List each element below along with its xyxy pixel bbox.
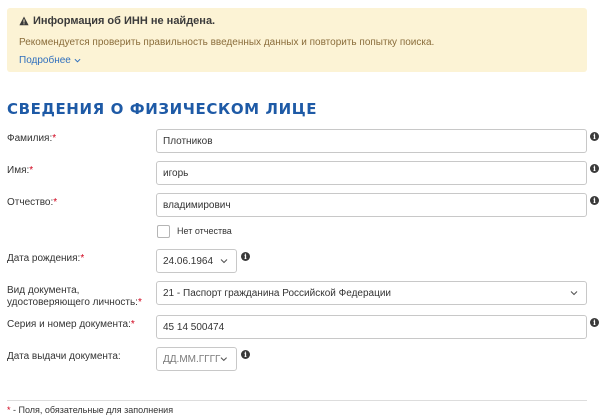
patronymic-value: владимирович: [163, 199, 231, 211]
patronymic-label-text: Отчество:: [7, 197, 54, 208]
issue-date-placeholder: ДД.ММ.ГГГГ: [163, 353, 221, 365]
name-info-icon[interactable]: i: [590, 164, 599, 173]
required-marker: *: [29, 165, 34, 176]
warning-icon: [19, 16, 29, 26]
doc-number-value: 45 14 500474: [163, 321, 225, 333]
birth-date-picker[interactable]: [156, 249, 237, 273]
required-marker: *: [137, 297, 142, 308]
birth-date-label: [7, 253, 84, 265]
more-details-label: Подробнее: [19, 55, 71, 66]
surname-value: Плотников: [163, 135, 213, 147]
doc-type-value: 21 - Паспорт гражданина Российской Федерации: [163, 287, 392, 299]
chevron-down-icon: [220, 257, 228, 265]
birth-date-label-text: Дата рождения:: [7, 253, 81, 264]
doc-number-label-text: Серия и номер документа:: [7, 319, 131, 330]
doc-type-label-line2: удостоверяющего личность:: [7, 297, 138, 308]
birth-date-value: 24.06.1964: [163, 255, 214, 267]
issue-date-info-icon[interactable]: i: [241, 350, 250, 359]
divider: [7, 400, 587, 401]
issue-date-label: [7, 351, 121, 363]
doc-number-field[interactable]: [156, 315, 587, 339]
surname-label: [7, 133, 56, 145]
birth-date-info-icon[interactable]: i: [241, 252, 250, 261]
no-patronymic-checkbox[interactable]: [157, 225, 170, 238]
patronymic-label: [7, 197, 57, 209]
section-title: СВЕДЕНИЯ О ФИЗИЧЕСКОМ ЛИЦЕ: [7, 100, 318, 118]
doc-type-select[interactable]: [156, 281, 587, 305]
surname-info-icon[interactable]: i: [590, 132, 599, 141]
alert-message: Рекомендуется проверить правильность введенных данных и повторить попытку поиска.: [19, 37, 435, 48]
patronymic-field[interactable]: [156, 193, 587, 217]
chevron-down-icon: [220, 355, 228, 363]
doc-type-label-line1: Вид документа,: [7, 285, 80, 296]
required-marker: *: [7, 405, 11, 415]
name-label-text: Имя:: [7, 165, 30, 176]
required-marker: *: [52, 133, 57, 144]
name-value: игорь: [163, 167, 189, 179]
doc-number-info-icon[interactable]: i: [590, 318, 599, 327]
doc-type-label: [7, 285, 142, 309]
required-fields-note-text: - Поля, обязательные для заполнения: [10, 405, 174, 415]
name-field[interactable]: [156, 161, 587, 185]
required-marker: *: [53, 197, 58, 208]
required-fields-note: [7, 405, 173, 415]
surname-label-text: Фамилия:: [7, 133, 53, 144]
more-details-link[interactable]: [19, 55, 81, 66]
alert-title-text: Информация об ИНН не найдена.: [33, 15, 216, 27]
alert-title: [19, 15, 215, 27]
required-marker: *: [80, 253, 85, 264]
surname-field[interactable]: [156, 129, 587, 153]
issue-date-picker[interactable]: [156, 347, 237, 371]
no-patronymic-label[interactable]: Нет отчества: [177, 226, 232, 236]
chevron-down-icon: [74, 57, 81, 64]
name-label: [7, 165, 33, 177]
doc-number-label: [7, 319, 135, 331]
required-marker: *: [130, 319, 135, 330]
issue-date-label-text: Дата выдачи документа:: [7, 351, 121, 362]
patronymic-info-icon[interactable]: i: [590, 196, 599, 205]
not-found-alert: [7, 8, 587, 72]
chevron-down-icon: [570, 289, 578, 297]
